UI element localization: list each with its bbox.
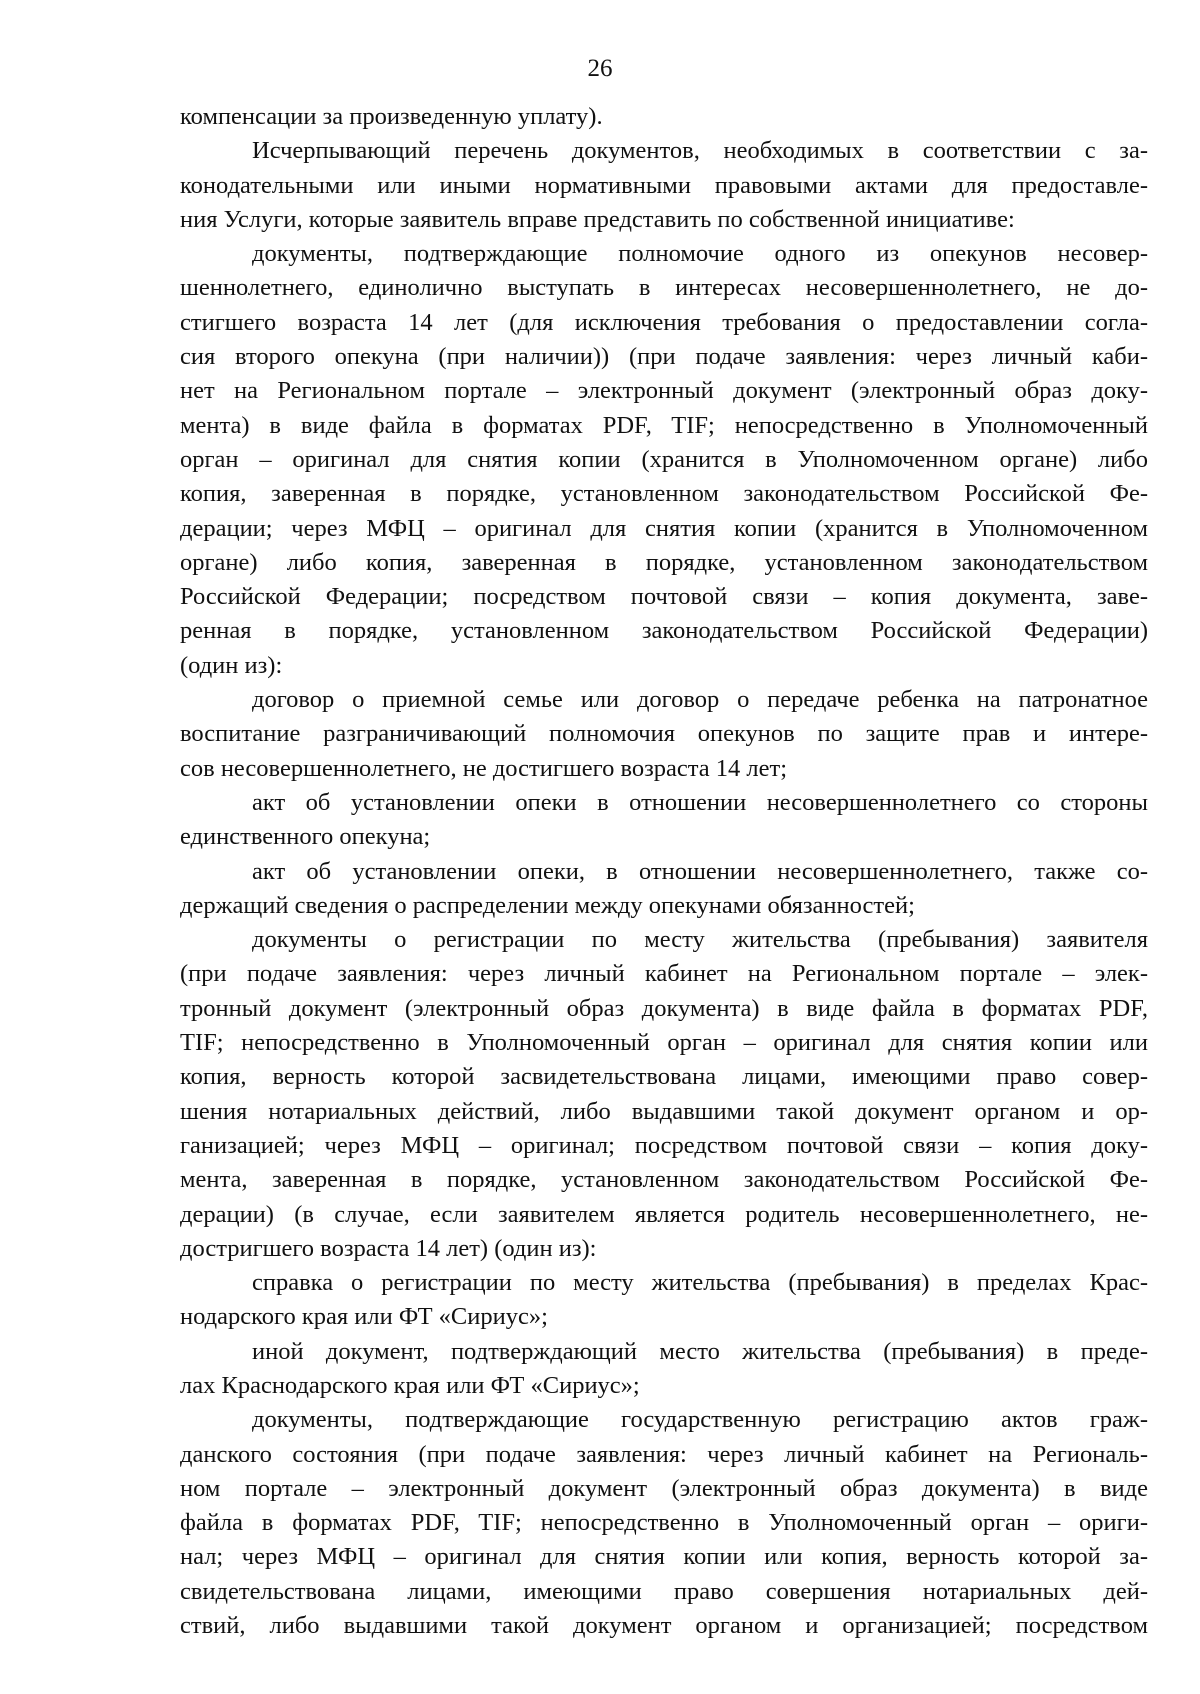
text-line: шеннолетнего, единолично выступать в интересах несовершеннолетнего, не до- [180, 274, 1148, 302]
text-line: копия, верность которой засвидетельствована лицами, имеющими право совер- [180, 1063, 1148, 1091]
text-line: мента) в виде файла в форматах PDF, TIF; непосредственно в Уполномоченный [180, 411, 1148, 439]
text-line: компенсации за произведенную уплату). [180, 103, 603, 130]
text-line: конодательными или иными нормативными правовыми актами для предоставле- [180, 171, 1148, 199]
paragraph [180, 1335, 1148, 1404]
text-line: нал; через МФЦ – оригинал для снятия копии или копия, верность которой за- [180, 1543, 1148, 1571]
text-line: договор о приемной семье или договор о передаче ребенка на патронатное [252, 686, 1148, 714]
text-line: файла в форматах PDF, TIF; непосредственно в Уполномоченный орган – ориги- [180, 1509, 1148, 1537]
paragraph [180, 100, 1148, 134]
text-line: Исчерпывающий перечень документов, необходимых в соответствии с за- [252, 137, 1148, 165]
paragraph [180, 134, 1148, 237]
paragraph [180, 923, 1148, 1266]
text-line: ния Услуги, которые заявитель вправе представить по собственной инициативе: [180, 205, 1015, 233]
text-line: сов несовершеннолетнего, не достигшего возраста 14 лет; [180, 754, 788, 782]
text-line: ном портале – электронный документ (электронный образ документа) в виде [180, 1474, 1148, 1502]
text-line: шения нотариальных действий, либо выдавшими такой документ органом и ор- [180, 1097, 1148, 1125]
paragraph [180, 1266, 1148, 1335]
text-line: ствий, либо выдавшими такой документ органом и организацией; посредством [180, 1612, 1148, 1640]
text-line: документы, подтверждающие полномочие одного из опекунов несовер- [252, 240, 1148, 268]
text-line: тронный документ (электронный образ документа) в виде файла в форматах PDF, [180, 994, 1148, 1022]
text-line: лах Краснодарского края или ФТ «Сириус»; [180, 1371, 640, 1399]
text-line: ганизацией; через МФЦ – оригинал; посредством почтовой связи – копия доку- [180, 1131, 1148, 1159]
text-line: орган – оригинал для снятия копии (хранится в Уполномоченном органе) либо [180, 445, 1148, 473]
text-line: дерации; через МФЦ – оригинал для снятия копии (хранится в Уполномоченном [180, 514, 1148, 542]
text-line: копия, заверенная в порядке, установленном законодательством Российской Фе- [180, 480, 1148, 508]
text-line: акт об установлении опеки в отношении несовершеннолетнего со стороны [252, 788, 1148, 816]
text-line: нет на Региональном портале – электронный документ (электронный образ доку- [180, 377, 1148, 405]
text-line: сия второго опекуна (при наличии)) (при подаче заявления: через личный каби- [180, 343, 1148, 371]
text-line: документы о регистрации по месту жительства (пребывания) заявителя [252, 926, 1148, 954]
paragraph [180, 786, 1148, 855]
paragraph [180, 237, 1148, 683]
text-line: (один из): [180, 651, 283, 679]
text-line: (при подаче заявления: через личный кабинет на Региональном портале – элек- [180, 960, 1148, 988]
text-line: TIF; непосредственно в Уполномоченный орган – оригинал для снятия копии или [180, 1029, 1148, 1057]
text-line: воспитание разграничивающий полномочия опекунов по защите прав и интере- [180, 720, 1148, 748]
text-line: нодарского края или ФТ «Сириус»; [180, 1303, 548, 1331]
document-body [180, 100, 1148, 1643]
text-line: достригшего возраста 14 лет) (один из): [180, 1234, 597, 1262]
text-line: свидетельствована лицами, имеющими право совершения нотариальных дей- [180, 1577, 1148, 1605]
text-line: иной документ, подтверждающий место жительства (пребывания) в преде- [252, 1337, 1148, 1365]
text-line: органе) либо копия, заверенная в порядке, установленном законодательством [180, 548, 1148, 576]
page-number: 26 [587, 55, 613, 82]
paragraph [180, 855, 1148, 924]
text-line: мента, заверенная в порядке, установленном законодательством Российской Фе- [180, 1166, 1148, 1194]
text-line: ренная в порядке, установленном законодательством Российской Федерации) [180, 617, 1148, 645]
text-line: дерации) (в случае, если заявителем является родитель несовершеннолетнего, не- [180, 1200, 1148, 1228]
text-line: данского состояния (при подаче заявления: через личный кабинет на Региональ- [180, 1440, 1148, 1468]
text-line: держащий сведения о распределении между опекунами обязанностей; [180, 891, 915, 919]
paragraph [180, 1403, 1148, 1643]
text-line: Российской Федерации; посредством почтовой связи – копия документа, заве- [180, 583, 1148, 611]
text-line: стигшего возраста 14 лет (для исключения требования о предоставлении согла- [180, 308, 1148, 336]
text-line: документы, подтверждающие государственную регистрацию актов граж- [252, 1406, 1148, 1434]
paragraph [180, 683, 1148, 786]
text-line: акт об установлении опеки, в отношении несовершеннолетнего, также со- [252, 857, 1148, 885]
text-line: единственного опекуна; [180, 823, 431, 851]
text-line: справка о регистрации по месту жительства (пребывания) в пределах Крас- [252, 1269, 1148, 1297]
